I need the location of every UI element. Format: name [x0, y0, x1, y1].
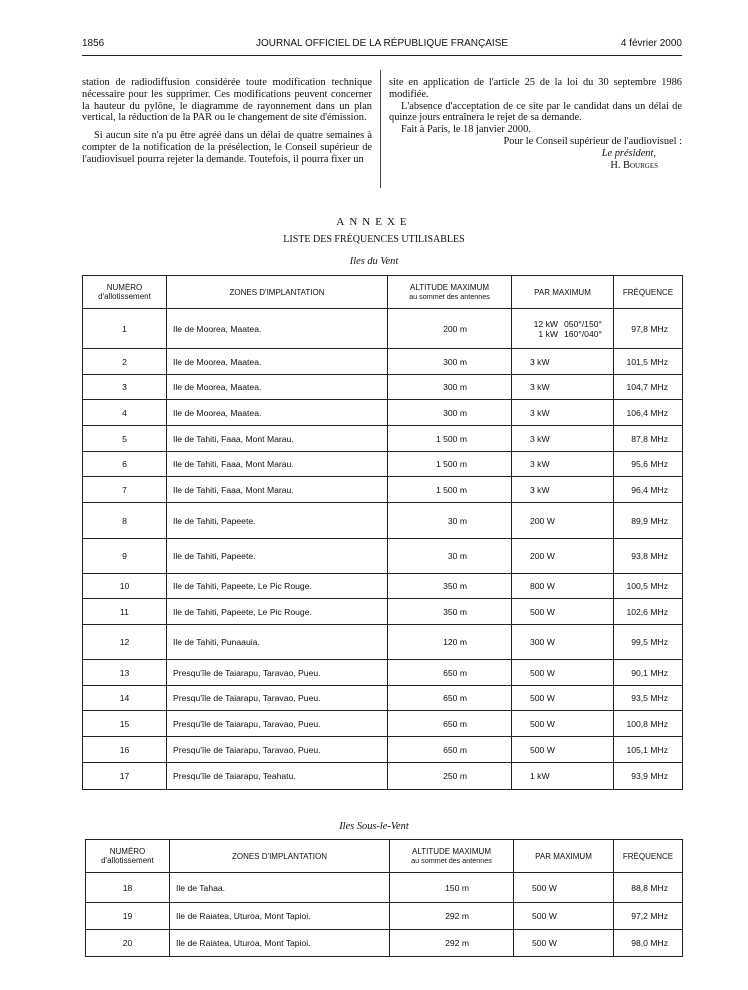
cell-zone: Presqu'île de Taiarapu, Taravao, Pueu.: [167, 660, 388, 686]
par-line: [530, 319, 607, 329]
cell-frequence: 99,5 MHz: [614, 625, 683, 660]
cell-par: 3 kW: [512, 477, 614, 503]
cell-numero: 9: [83, 539, 167, 574]
par-value: 1 kW: [538, 328, 558, 339]
left-column: [82, 77, 372, 172]
cell-altitude: 350 m: [388, 599, 512, 625]
table-row: [83, 625, 683, 660]
cell-altitude: 650 m: [388, 737, 512, 763]
cell-zone: Ile de Tahiti, Papeete, Le Pic Rouge.: [167, 599, 388, 625]
par-value: 12 kW: [533, 318, 558, 329]
cell-frequence: 93,5 MHz: [614, 686, 683, 711]
cell-numero: 20: [86, 930, 170, 957]
cell-zone: Presqu'île de Taiarapu, Taravao, Pueu.: [167, 737, 388, 763]
paragraph: L'absence d'acceptation de ce site par le candidat dans un délai de quinze jours entraînera le rejet de sa demande.: [389, 100, 682, 124]
cell-par: 500 W: [512, 686, 614, 711]
col-header-zones: ZONES D'IMPLANTATION: [170, 840, 390, 873]
cell-zone: Ile de Moorea, Maatea.: [167, 309, 388, 349]
cell-par: 500 W: [514, 930, 614, 957]
col-header-altitude: ALTITUDE MAXIMUM au sommet des antennes: [388, 276, 512, 309]
signature-name: H. Bourges: [610, 159, 658, 171]
par-direction: 160°/040°: [564, 328, 602, 339]
cell-zone: Ile de Tahiti, Faaa, Mont Marau.: [167, 452, 388, 477]
cell-altitude: 200 m: [388, 309, 512, 349]
cell-altitude: 300 m: [388, 375, 512, 400]
cell-zone: Ile de Tahiti, Papeete.: [167, 539, 388, 574]
cell-numero: 10: [83, 574, 167, 599]
cell-zone: Ile de Tahiti, Papeete.: [167, 503, 388, 539]
cell-zone: Presqu'île de Taiarapu, Teahatu.: [167, 763, 388, 790]
cell-frequence: 93,8 MHz: [614, 539, 683, 574]
cell-numero: 3: [83, 375, 167, 400]
cell-numero: 5: [83, 426, 167, 452]
table-row: [86, 873, 683, 903]
table-row: [83, 426, 683, 452]
table-body: [86, 873, 683, 957]
cell-par: 3 kW: [512, 349, 614, 375]
cell-frequence: 98,0 MHz: [614, 930, 683, 957]
cell-zone: Ile de Tahiti, Papeete, Le Pic Rouge.: [167, 574, 388, 599]
table-row: [83, 452, 683, 477]
column-divider: [380, 70, 381, 188]
cell-altitude: 350 m: [388, 574, 512, 599]
cell-frequence: 102,6 MHz: [614, 599, 683, 625]
col-header-par: PAR MAXIMUM: [512, 276, 614, 309]
cell-par: 500 W: [512, 711, 614, 737]
cell-frequence: 89,9 MHz: [614, 503, 683, 539]
cell-frequence: 105,1 MHz: [614, 737, 683, 763]
table-row: [83, 349, 683, 375]
cell-numero: 11: [83, 599, 167, 625]
cell-frequence: 100,5 MHz: [614, 574, 683, 599]
cell-altitude: 30 m: [388, 539, 512, 574]
cell-par: 200 W: [512, 503, 614, 539]
table-row: [83, 599, 683, 625]
cell-par: 500 W: [512, 660, 614, 686]
cell-zone: Ile de Tahiti, Faaa, Mont Marau.: [167, 426, 388, 452]
cell-numero: 19: [86, 903, 170, 930]
cell-frequence: 96,4 MHz: [614, 477, 683, 503]
cell-numero: 17: [83, 763, 167, 790]
col-header-altitude: ALTITUDE MAXIMUM au sommet des antennes: [390, 840, 514, 873]
journal-title: JOURNAL OFFICIEL DE LA RÉPUBLIQUE FRANÇAISE: [255, 38, 509, 49]
cell-altitude: 1 500 m: [388, 426, 512, 452]
cell-numero: 15: [83, 711, 167, 737]
cell-zone: Ile de Tahiti, Punaauia.: [167, 625, 388, 660]
cell-altitude: 150 m: [390, 873, 514, 903]
paragraph: site en application de l'article 25 de la loi du 30 septembre 1986 modifiée.: [389, 77, 682, 100]
cell-numero: 8: [83, 503, 167, 539]
cell-par: 1 kW: [512, 763, 614, 790]
cell-altitude: 300 m: [388, 400, 512, 426]
frequency-table-iles-sous-le-vent: [85, 839, 683, 957]
cell-frequence: 106,4 MHz: [614, 400, 683, 426]
cell-frequence: 90,1 MHz: [614, 660, 683, 686]
cell-frequence: 100,8 MHz: [614, 711, 683, 737]
cell-numero: 18: [86, 873, 170, 903]
table-row: [86, 930, 683, 957]
cell-numero: 13: [83, 660, 167, 686]
cell-frequence: 95,6 MHz: [614, 452, 683, 477]
cell-numero: 6: [83, 452, 167, 477]
table-body: [83, 309, 683, 790]
cell-par: 300 W: [512, 625, 614, 660]
cell-frequence: 101,5 MHz: [614, 349, 683, 375]
publication-date: 4 février 2000: [620, 38, 682, 49]
cell-par: [512, 309, 614, 349]
cell-par: 200 W: [512, 539, 614, 574]
table-row: [83, 503, 683, 539]
cell-par: 3 kW: [512, 400, 614, 426]
cell-altitude: 120 m: [388, 625, 512, 660]
col-header-frequence: FRÉQUENCE: [614, 276, 683, 309]
right-column: [389, 77, 682, 171]
region-heading: Iles Sous-le-Vent: [339, 821, 409, 832]
paragraph: Si aucun site n'a pu être agréé dans un délai de quatre semaines à compter de la notification de la présélection, le Conseil supérieur de l'audiovisuel pourra rejeter la demande. Toutefois, il pourra fixer un: [82, 130, 372, 165]
page-header: [82, 38, 682, 54]
table-row: [83, 763, 683, 790]
cell-altitude: 650 m: [388, 686, 512, 711]
region-heading: Iles du Vent: [349, 256, 399, 267]
cell-numero: 2: [83, 349, 167, 375]
cell-numero: 4: [83, 400, 167, 426]
cell-zone: Ile de Moorea, Maatea.: [167, 375, 388, 400]
header-rule: [82, 55, 682, 56]
cell-zone: Ile de Moorea, Maatea.: [167, 400, 388, 426]
table-row: [83, 574, 683, 599]
cell-numero: 7: [83, 477, 167, 503]
cell-zone: Ile de Tahiti, Faaa, Mont Marau.: [167, 477, 388, 503]
cell-frequence: 93,9 MHz: [614, 763, 683, 790]
table-row: [83, 711, 683, 737]
table-row: [83, 400, 683, 426]
col-header-frequence: FRÉQUENCE: [614, 840, 683, 873]
cell-altitude: 650 m: [388, 660, 512, 686]
table-row: [83, 375, 683, 400]
table-row: [83, 737, 683, 763]
cell-zone: Ile de Raiatea, Uturoa, Mont Tapioi.: [170, 903, 390, 930]
col-header-numero: NUMÉRO d'allotissement: [83, 276, 167, 309]
cell-zone: Ile de Moorea, Maatea.: [167, 349, 388, 375]
table-row: [83, 477, 683, 503]
list-title: LISTE DES FRÉQUENCES UTILISABLES: [283, 234, 465, 245]
cell-par: 3 kW: [512, 375, 614, 400]
cell-numero: 12: [83, 625, 167, 660]
table-row: [83, 660, 683, 686]
cell-numero: 1: [83, 309, 167, 349]
par-line: [530, 329, 607, 339]
cell-zone: Presqu'île de Taiarapu, Taravao, Pueu.: [167, 711, 388, 737]
page-number: 1856: [82, 38, 105, 49]
cell-frequence: 97,8 MHz: [614, 309, 683, 349]
signature-date: Fait à Paris, le 18 janvier 2000.: [401, 124, 531, 136]
par-direction: 050°/150°: [564, 318, 602, 329]
cell-par: 500 W: [512, 737, 614, 763]
table-row: [86, 903, 683, 930]
table-row: [83, 539, 683, 574]
col-header-numero: NUMÉRO d'allotissement: [86, 840, 170, 873]
cell-altitude: 30 m: [388, 503, 512, 539]
annexe-title: ANNEXE: [336, 216, 412, 228]
cell-frequence: 97,2 MHz: [614, 903, 683, 930]
signature-line: Pour le Conseil supérieur de l'audiovisuel :: [503, 135, 682, 147]
cell-frequence: 88,8 MHz: [614, 873, 683, 903]
cell-par: 3 kW: [512, 452, 614, 477]
cell-par: 500 W: [514, 873, 614, 903]
cell-altitude: 292 m: [390, 903, 514, 930]
cell-altitude: 292 m: [390, 930, 514, 957]
cell-zone: Presqu'île de Taiarapu, Taravao, Pueu.: [167, 686, 388, 711]
cell-altitude: 300 m: [388, 349, 512, 375]
cell-numero: 14: [83, 686, 167, 711]
cell-numero: 16: [83, 737, 167, 763]
frequency-table-iles-du-vent: [82, 275, 683, 790]
col-header-par: PAR MAXIMUM: [514, 840, 614, 873]
table-header-row: [83, 276, 683, 309]
cell-par: 500 W: [514, 903, 614, 930]
table-row: [83, 686, 683, 711]
table-row: [83, 309, 683, 349]
paragraph: station de radiodiffusion considérée toute modification technique nécessaire pour les supprimer. Ces modifications peuvent concerner la hauteur du pylône, le diagramme de rayonnement dans un plan vertical, la réduction de la PAR ou le changement de site d'émission.: [82, 77, 372, 124]
cell-par: 800 W: [512, 574, 614, 599]
cell-altitude: 250 m: [388, 763, 512, 790]
cell-par: 500 W: [512, 599, 614, 625]
cell-frequence: 104,7 MHz: [614, 375, 683, 400]
cell-frequence: 87,8 MHz: [614, 426, 683, 452]
cell-zone: Ile de Tahaa.: [170, 873, 390, 903]
cell-altitude: 650 m: [388, 711, 512, 737]
cell-altitude: 1 500 m: [388, 477, 512, 503]
cell-altitude: 1 500 m: [388, 452, 512, 477]
cell-zone: Ile de Raiatea, Uturoa, Mont Tapioi.: [170, 930, 390, 957]
signature-role: Le président,: [601, 147, 656, 159]
col-header-zones: ZONES D'IMPLANTATION: [167, 276, 388, 309]
table-header-row: [86, 840, 683, 873]
cell-par: 3 kW: [512, 426, 614, 452]
